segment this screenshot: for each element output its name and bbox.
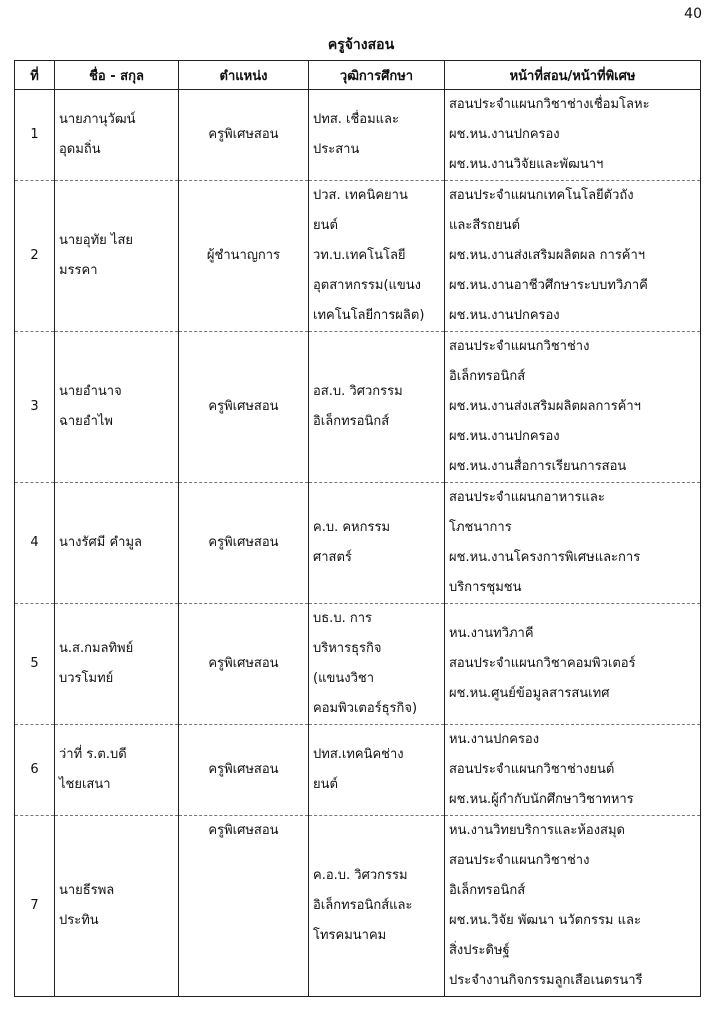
row-number: 5 <box>15 604 55 725</box>
education-line: ปวส. เทคนิคยาน <box>313 188 408 203</box>
duty-line: สอนประจำแผนกวิชาช่างเชื่อมโลหะ <box>449 97 650 112</box>
staff-education <box>309 816 445 997</box>
duty-line: ผช.หน.ศูนย์ข้อมูลสารสนเทศ <box>449 686 610 701</box>
staff-name <box>55 816 179 997</box>
education-line: เทคโนโลยีการผลิต) <box>313 308 425 323</box>
header-duties: หน้าที่สอน/หน้าที่พิเศษ <box>445 61 701 90</box>
duty-line: ผช.หน.งานโครงการพิเศษและการ <box>449 550 641 565</box>
duty-line: สอนประจำแผนกวิชาช่าง <box>449 853 590 868</box>
table-row <box>15 90 701 181</box>
header-no: ที่ <box>15 61 55 90</box>
staff-education <box>309 90 445 181</box>
duty-line: ผช.หน.งานอาชีวศึกษาระบบทวิภาคี <box>449 278 648 293</box>
staff-duties <box>445 483 701 604</box>
education-line: (แขนงวิชา <box>313 671 374 686</box>
duty-line: ผช.หน.งานปกครอง <box>449 127 560 142</box>
table-row <box>15 604 701 725</box>
staff-name <box>55 725 179 816</box>
education-line: วท.บ.เทคโนโลยี <box>313 248 406 263</box>
education-line: ปทส. เชื่อมและ <box>313 112 399 127</box>
duty-line: ผช.หน.งานวิจัยและพัฒนาฯ <box>449 157 604 172</box>
header-education: วุฒิการศึกษา <box>309 61 445 90</box>
staff-name-line: นายอุทัย ไสย <box>59 233 134 248</box>
staff-education <box>309 604 445 725</box>
staff-duties <box>445 181 701 332</box>
table-row <box>15 816 701 997</box>
staff-position: ผู้ชำนาญการ <box>179 181 309 332</box>
table-row <box>15 332 701 483</box>
duty-line: สอนประจำแผนกวิชาช่างยนต์ <box>449 762 615 777</box>
education-line: ค.อ.บ. วิศวกรรม <box>313 868 408 883</box>
duty-line: บริการชุมชน <box>449 580 522 595</box>
staff-position: ครูพิเศษสอน <box>179 90 309 181</box>
duty-line: ประจำงานกิจกรรมลูกเสือเนตรนารี <box>449 973 643 988</box>
table-title: ครูจ้างสอน <box>327 37 395 53</box>
staff-name <box>55 483 179 604</box>
staff-duties <box>445 725 701 816</box>
staff-name-line: บวรโมทย์ <box>59 671 114 686</box>
row-number: 4 <box>15 483 55 604</box>
duty-line: สอนประจำแผนกวิชาช่าง <box>449 339 590 354</box>
header-name: ชื่อ - สกุล <box>55 61 179 90</box>
staff-name <box>55 90 179 181</box>
duty-line: สอนประจำแผนกอาหารและ <box>449 490 605 505</box>
education-line: อุตสาหกรรม(แขนง <box>313 278 422 293</box>
table-row <box>15 483 701 604</box>
education-line: ศาสตร์ <box>313 550 352 565</box>
row-number: 7 <box>15 816 55 997</box>
row-number: 1 <box>15 90 55 181</box>
staff-name <box>55 332 179 483</box>
staff-position: ครูพิเศษสอน <box>179 332 309 483</box>
table-body <box>15 90 701 997</box>
duty-line: ผช.หน.ผู้กำกับนักศึกษาวิชาทหาร <box>449 792 634 807</box>
row-number: 6 <box>15 725 55 816</box>
duty-line: หน.งานวิทยบริการและห้องสมุด <box>449 823 625 838</box>
education-line: ประสาน <box>313 142 360 157</box>
staff-position: ครูพิเศษสอน <box>179 816 309 997</box>
duty-line: ผช.หน.งานปกครอง <box>449 429 560 444</box>
duty-line: หน.งานทวิภาคี <box>449 626 534 641</box>
staff-education <box>309 332 445 483</box>
staff-position: ครูพิเศษสอน <box>179 483 309 604</box>
education-line: ยนต์ <box>313 218 338 233</box>
staff-name-line: ว่าที่ ร.ต.บดี <box>59 747 127 762</box>
row-number: 3 <box>15 332 55 483</box>
staff-position: ครูพิเศษสอน <box>179 604 309 725</box>
education-line: ค.บ. คหกรรม <box>313 520 391 535</box>
education-line: ปทส.เทคนิคช่าง <box>313 747 404 762</box>
page-number: 40 <box>684 6 702 22</box>
duty-line: สอนประจำแผนกเทคโนโลยีตัวถัง <box>449 188 634 203</box>
table-header-row <box>15 61 701 90</box>
staff-duties <box>445 604 701 725</box>
staff-name-line: นายธีรพล <box>59 883 115 898</box>
education-line: โทรคมนาคม <box>313 928 387 943</box>
staff-name-line: ฉายอำไพ <box>59 414 113 429</box>
staff-duties <box>445 816 701 997</box>
staff-name <box>55 604 179 725</box>
staff-education <box>309 725 445 816</box>
staff-education <box>309 181 445 332</box>
education-line: ยนต์ <box>313 777 338 792</box>
staff-table <box>14 60 701 997</box>
duty-line: สิ่งประดิษฐ์ <box>449 943 510 958</box>
table-row <box>15 181 701 332</box>
staff-education <box>309 483 445 604</box>
education-line: บริหารธุรกิจ <box>313 641 382 656</box>
duty-line: อิเล็กทรอนิกส์ <box>449 883 526 898</box>
duty-line: ผช.หน.งานส่งเสริมผลิตผลการค้าฯ <box>449 399 641 414</box>
duty-line: และสีรถยนต์ <box>449 218 521 233</box>
staff-name-line: น.ส.กมลทิพย์ <box>59 641 134 656</box>
duty-line: สอนประจำแผนกวิชาคอมพิวเตอร์ <box>449 656 636 671</box>
staff-name-line: ไชยเสนา <box>59 777 111 792</box>
row-number: 2 <box>15 181 55 332</box>
staff-name-line: นายอำนาจ <box>59 384 122 399</box>
staff-name-line: มรรคา <box>59 263 98 278</box>
staff-name-line: นายภานุวัฒน์ <box>59 112 136 127</box>
staff-duties <box>445 332 701 483</box>
staff-name <box>55 181 179 332</box>
duty-line: ผช.หน.งานสื่อการเรียนการสอน <box>449 459 627 474</box>
staff-name-line: ประทิน <box>59 913 99 928</box>
duty-line: หน.งานปกครอง <box>449 732 540 747</box>
staff-name-line: อุดมถิ่น <box>59 142 101 157</box>
staff-position: ครูพิเศษสอน <box>179 725 309 816</box>
education-line: อิเล็กทรอนิกส์ <box>313 414 390 429</box>
duty-line: ผช.หน.งานปกครอง <box>449 308 560 323</box>
staff-name-line: นางรัศมี คำมูล <box>59 535 143 550</box>
duty-line: อิเล็กทรอนิกส์ <box>449 369 526 384</box>
header-position: ตำแหน่ง <box>179 61 309 90</box>
duty-line: โภชนาการ <box>449 520 512 535</box>
education-line: อิเล็กทรอนิกส์และ <box>313 898 413 913</box>
staff-duties <box>445 90 701 181</box>
duty-line: ผช.หน.วิจัย พัฒนา นวัตกรรม และ <box>449 913 641 928</box>
education-line: บธ.บ. การ <box>313 611 372 626</box>
duty-line: ผช.หน.งานส่งเสริมผลิตผล การค้าฯ <box>449 248 646 263</box>
table-row <box>15 725 701 816</box>
education-line: คอมพิวเตอร์ธุรกิจ) <box>313 701 418 716</box>
education-line: อส.บ. วิศวกรรม <box>313 384 403 399</box>
